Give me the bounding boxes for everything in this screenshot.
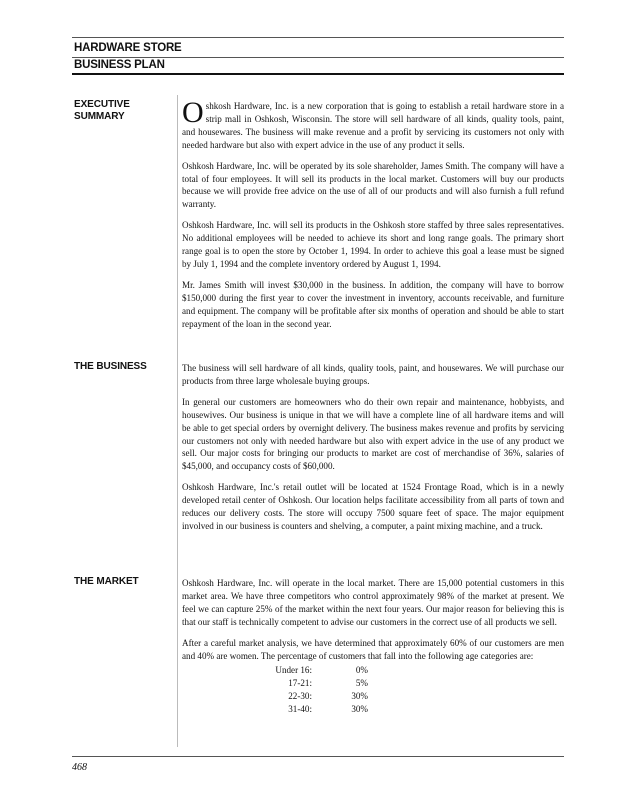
market-paragraph-2: After a careful market analysis, we have determined that approximately 60% of our customers are men and 40% are women. The percentage of customers that fall into the following age categories are: bbox=[182, 637, 564, 661]
table-row: 31-40: 30% bbox=[288, 704, 368, 715]
the-market-label: THE MARKET bbox=[74, 576, 139, 587]
executive-paragraph-2: Oshkosh Hardware, Inc. will be operated by its sole shareholder, James Smith. The company will have a total of four employees. It will sell its products in the local market. Customers will buy our products because we will provide free advice on the use of all of our products and will also furnish a full refund warranty. bbox=[182, 160, 564, 210]
page-number: 468 bbox=[72, 762, 87, 773]
the-business-body bbox=[182, 362, 564, 541]
executive-paragraph-4: Mr. James Smith will invest $30,000 in the business. In addition, the company will have to borrow $150,000 during the first year to cover the investment in inventory, accounts receivable, and furniture and equipment. The company will be profitable after six months of operation and should be able to start repayment of the loan in the second year. bbox=[182, 279, 564, 329]
market-paragraph-1: Oshkosh Hardware, Inc. will operate in the local market. There are 15,000 potential customers in this market area. We have three competitors who control approximately 98% of the market at present. We feel we can capture 25% of the market within the next four years. Our major reason for believing this is that our staff is technically competent to advise our customers in the correct use of all products we sell. bbox=[182, 578, 564, 627]
title-line-1: HARDWARE STORE bbox=[74, 42, 182, 54]
table-row: Under 16: 0% bbox=[275, 665, 368, 676]
title-divider bbox=[72, 57, 564, 58]
the-market-body bbox=[182, 577, 564, 716]
footer-rule bbox=[72, 756, 564, 757]
executive-paragraph-3: Oshkosh Hardware, Inc. will sell its products in the Oshkosh store staffed by three sales representatives. No additional employees will be needed to achieve its short and long range goals. The primary short range goal is to open the store by October 1, 1994. In order to achieve this goal a lease must be signed by July 1, 1994 and the complete inventory ordered by August 1, 1994. bbox=[182, 220, 564, 269]
business-paragraph-1: The business will sell hardware of all kinds, quality tools, paint, and housewares. We will purchase our products from three large wholesale buying groups. bbox=[182, 363, 564, 386]
header-thick-rule bbox=[72, 73, 564, 75]
executive-summary-label: EXECUTIVE SUMMARY bbox=[74, 99, 130, 122]
age-category-table bbox=[274, 664, 368, 716]
business-paragraph-2: In general our customers are homeowners who do their own repair and maintenance, hobbyists, and housewives. Our business is unique in that we will have a complete line of all hardware items and will be able to get special orders by overnight delivery. The business makes revenue and profits by servicing our customers not only with needed hardware but also with expert advice in the use of any product we sell. Our major costs for bringing our products to market are cost of merchandise of 36%, salaries of $45,000, and occupancy costs of $60,000. bbox=[182, 396, 564, 472]
business-paragraph-3: Oshkosh Hardware, Inc.'s retail outlet will be located at 1524 Frontage Road, which is in a newly developed retail center of Oshkosh. Our location helps facilitate accessibility from all parts of town and reduces our delivery costs. The store will occupy 7500 square feet of space. The major equipment involved in our business is counters and shelving, a computer, a paint mixing machine, and a truck. bbox=[182, 482, 564, 531]
executive-paragraph-1: Oshkosh Hardware, Inc. is a new corporation that is going to establish a retail hardware store in a strip mall in Oshkosh, Wisconsin. The store will sell hardware of all kinds, quality tools, paint, and housewares. The business will make revenue and a profit by servicing its customers not only with needed hardware but also with expert advice in the use of any product it sells. bbox=[182, 96, 564, 150]
table-row: 17-21: 5% bbox=[288, 678, 368, 689]
the-business-label: THE BUSINESS bbox=[74, 361, 147, 372]
executive-summary-body bbox=[182, 96, 564, 339]
top-rule bbox=[72, 37, 564, 38]
drop-cap: O bbox=[182, 96, 204, 129]
column-divider bbox=[177, 95, 178, 747]
title-line-2: BUSINESS PLAN bbox=[74, 59, 165, 71]
table-row: 22-30: 30% bbox=[288, 691, 368, 702]
